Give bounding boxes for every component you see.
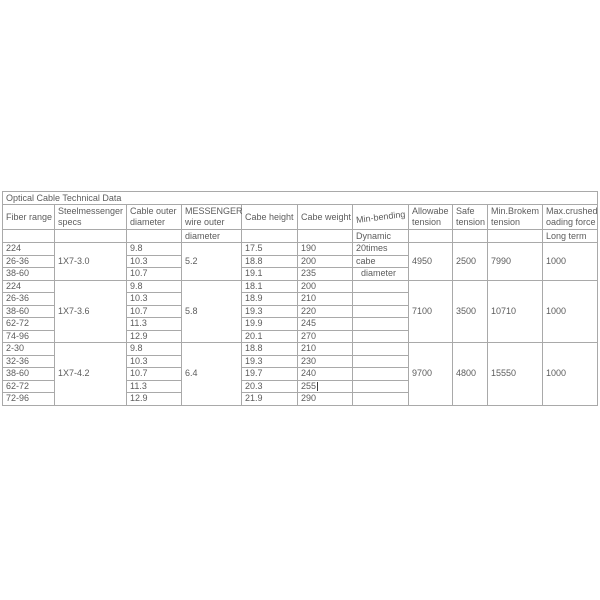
table-cell[interactable]: 1X7-4.2: [55, 343, 127, 406]
table-cell[interactable]: 1000: [543, 343, 598, 406]
table-cell[interactable]: 10.7: [127, 305, 182, 318]
table-cell[interactable]: 11.3: [127, 380, 182, 393]
column-header-label: Cable outer diameter: [130, 206, 177, 227]
table-cell[interactable]: 32-36: [3, 355, 55, 368]
subheader-cell-empty: [127, 230, 182, 243]
table-cell[interactable]: [353, 380, 409, 393]
table-cell[interactable]: 200: [298, 280, 353, 293]
column-header-label: Steelmessenger specs: [58, 206, 124, 227]
table-cell[interactable]: 19.9: [242, 318, 298, 331]
table-cell[interactable]: 19.1: [242, 268, 298, 281]
optical-cable-technical-data-table: [2, 191, 598, 406]
table-header-row: [3, 205, 598, 230]
table-cell[interactable]: 62-72: [3, 318, 55, 331]
table-cell[interactable]: 10.3: [127, 355, 182, 368]
table-cell[interactable]: 2-30: [3, 343, 55, 356]
column-header-label: Fiber range: [6, 211, 53, 222]
table-cell[interactable]: 11.3: [127, 318, 182, 331]
table-cell[interactable]: 224: [3, 243, 55, 256]
table-cell[interactable]: 15550: [488, 343, 543, 406]
column-header-cabe-height: [242, 205, 298, 230]
table-cell[interactable]: 1X7-3.0: [55, 243, 127, 281]
table-head: [3, 192, 598, 243]
subheader-cell-empty: [453, 230, 488, 243]
table-cell[interactable]: 17.5: [242, 243, 298, 256]
table-cell[interactable]: 26-36: [3, 293, 55, 306]
table-row: [3, 243, 598, 256]
column-header-min-brokem-tension: [488, 205, 543, 230]
table-cell[interactable]: [353, 393, 409, 406]
table-cell[interactable]: 6.4: [182, 343, 242, 406]
table-cell[interactable]: diameter: [353, 268, 409, 281]
table-cell[interactable]: 38-60: [3, 268, 55, 281]
subheader-cell-empty: [242, 230, 298, 243]
table-cell[interactable]: 10.3: [127, 293, 182, 306]
table-cell[interactable]: 1000: [543, 280, 598, 343]
column-header-label: MESSENGER wire outer: [185, 206, 243, 227]
subheader-cell-diameter: diameter: [182, 230, 242, 243]
table-cell[interactable]: 10.7: [127, 368, 182, 381]
column-header-max-crushed-oading-force: [543, 205, 598, 230]
table-cell[interactable]: [353, 343, 409, 356]
table-cell[interactable]: 9.8: [127, 243, 182, 256]
table-cell[interactable]: 21.9: [242, 393, 298, 406]
table-body: [3, 243, 598, 406]
table-cell[interactable]: 62-72: [3, 380, 55, 393]
table-cell[interactable]: 10.3: [127, 255, 182, 268]
table-cell[interactable]: 7100: [409, 280, 453, 343]
table-cell[interactable]: 20.1: [242, 330, 298, 343]
table-title: Optical Cable Technical Data: [3, 192, 598, 205]
table-cell[interactable]: 12.9: [127, 393, 182, 406]
table-cell[interactable]: 210: [298, 343, 353, 356]
subheader-cell-empty: [55, 230, 127, 243]
column-header-label: Cabe height: [245, 211, 294, 222]
table-cell[interactable]: 240: [298, 368, 353, 381]
subheader-cell-empty: [3, 230, 55, 243]
table-cell[interactable]: 72-96: [3, 393, 55, 406]
table-cell[interactable]: 9.8: [127, 280, 182, 293]
table-cell[interactable]: 245: [298, 318, 353, 331]
column-header-label: Cabe weight: [301, 211, 352, 222]
table-cell[interactable]: 210: [298, 293, 353, 306]
table-cell[interactable]: 20.3: [242, 380, 298, 393]
text-cursor: [317, 382, 318, 391]
table-cell[interactable]: 4950: [409, 243, 453, 281]
table-cell[interactable]: 5.8: [182, 280, 242, 343]
table-cell[interactable]: 5.2: [182, 243, 242, 281]
column-header-fiber-range: [3, 205, 55, 230]
column-header-label: Safe tension: [456, 206, 486, 227]
subheader-cell-empty: [488, 230, 543, 243]
table-cell[interactable]: 74-96: [3, 330, 55, 343]
table-cell[interactable]: 3500: [453, 280, 488, 343]
column-header-min-bending: [353, 205, 409, 230]
column-header-cable-outer-diameter: [127, 205, 182, 230]
table-cell[interactable]: [353, 318, 409, 331]
table-cell[interactable]: [353, 305, 409, 318]
table-cell[interactable]: 26-36: [3, 255, 55, 268]
table-cell[interactable]: 18.8: [242, 343, 298, 356]
table-cell[interactable]: cabe: [353, 255, 409, 268]
table-cell[interactable]: 190: [298, 243, 353, 256]
table-cell[interactable]: 38-60: [3, 305, 55, 318]
table-cell[interactable]: 18.8: [242, 255, 298, 268]
subheader-cell-long-term: Long term: [543, 230, 598, 243]
table-cell[interactable]: 235: [298, 268, 353, 281]
column-header-label: Min-bending: [355, 208, 406, 225]
table-cell[interactable]: 230: [298, 355, 353, 368]
column-header-label: Min.Brokem tension: [491, 206, 540, 227]
table-cell[interactable]: 7990: [488, 243, 543, 281]
column-header-steelmessenger-specs: [55, 205, 127, 230]
table-row: [3, 343, 598, 356]
table-row: [3, 280, 598, 293]
column-header-messenger-wire-outer-diameter: [182, 205, 242, 230]
subheader-cell-empty: [409, 230, 453, 243]
table-cell[interactable]: 220: [298, 305, 353, 318]
table-cell[interactable]: 2500: [453, 243, 488, 281]
column-header-label: Max.crushed oading force: [546, 206, 598, 227]
table-cell[interactable]: 10.7: [127, 268, 182, 281]
table-cell[interactable]: 38-60: [3, 368, 55, 381]
table-cell[interactable]: 10710: [488, 280, 543, 343]
subheader-cell-dynamic: Dynamic: [353, 230, 409, 243]
column-header-label: Allowabe tension: [412, 206, 449, 227]
table-cell[interactable]: 19.3: [242, 305, 298, 318]
table-cell[interactable]: [353, 368, 409, 381]
table-cell[interactable]: 18.9: [242, 293, 298, 306]
table-cell[interactable]: 20times: [353, 243, 409, 256]
table-cell[interactable]: 255: [298, 380, 353, 393]
column-header-cabe-weight: [298, 205, 353, 230]
table-cell[interactable]: 19.7: [242, 368, 298, 381]
table-cell[interactable]: 4800: [453, 343, 488, 406]
table-cell[interactable]: 200: [298, 255, 353, 268]
column-header-allowabe-tension: [409, 205, 453, 230]
table-cell[interactable]: 290: [298, 393, 353, 406]
table-cell[interactable]: 270: [298, 330, 353, 343]
table-cell[interactable]: 1000: [543, 243, 598, 281]
table-cell[interactable]: 1X7-3.6: [55, 280, 127, 343]
table-cell[interactable]: 9700: [409, 343, 453, 406]
table-title-row: [3, 192, 598, 205]
column-header-safe-tension: [453, 205, 488, 230]
table-cell[interactable]: [353, 355, 409, 368]
table-cell[interactable]: [353, 293, 409, 306]
table-cell[interactable]: 18.1: [242, 280, 298, 293]
table-subheader-row: [3, 230, 598, 243]
subheader-cell-empty: [298, 230, 353, 243]
table-cell[interactable]: 224: [3, 280, 55, 293]
table-cell[interactable]: [353, 330, 409, 343]
table-cell[interactable]: [353, 280, 409, 293]
table-cell[interactable]: 12.9: [127, 330, 182, 343]
table-cell[interactable]: 19.3: [242, 355, 298, 368]
table-cell[interactable]: 9.8: [127, 343, 182, 356]
